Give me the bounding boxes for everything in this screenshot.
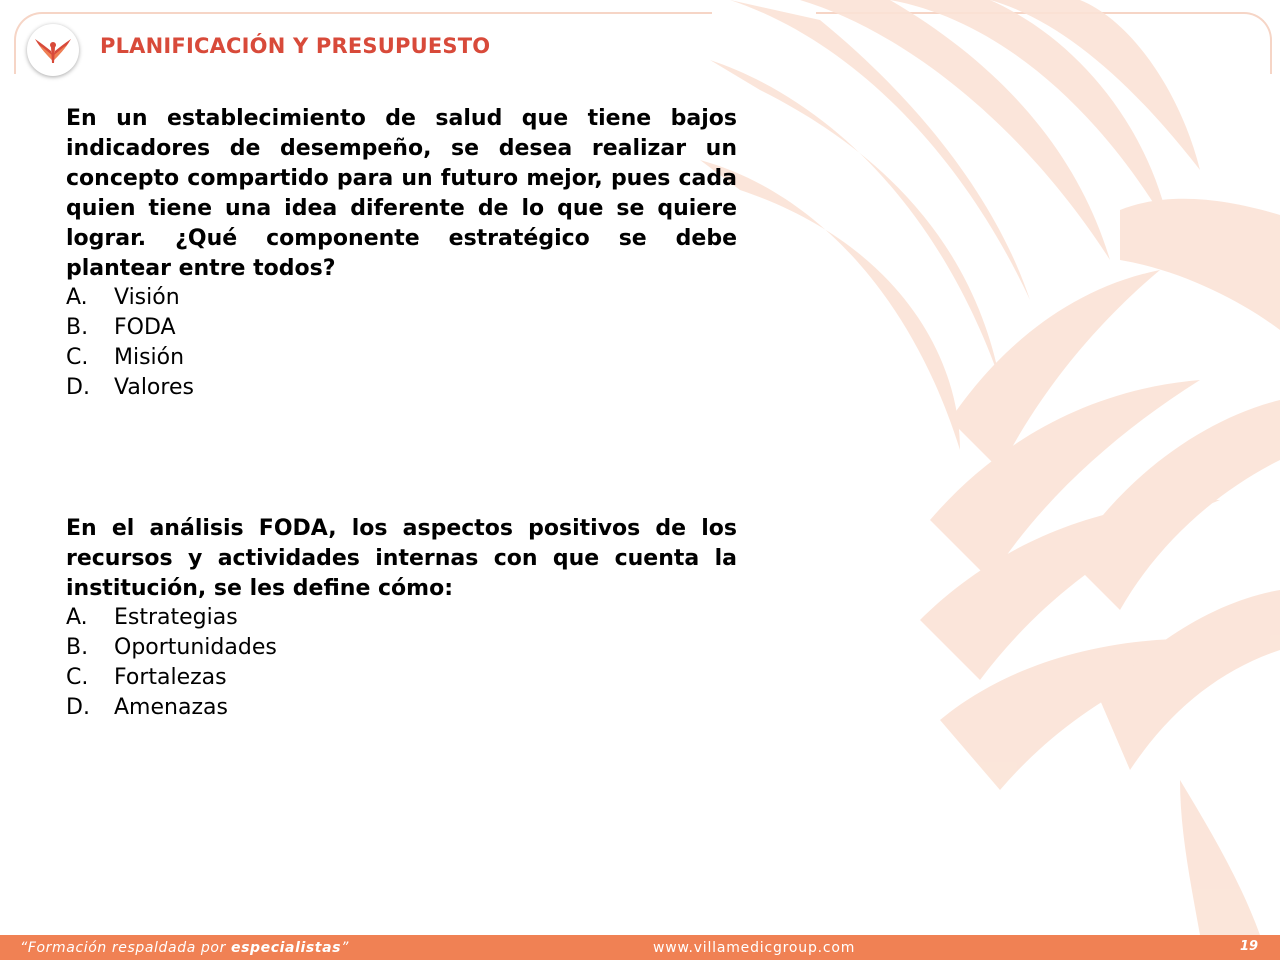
option-letter: D. bbox=[66, 695, 90, 720]
question-2-options bbox=[66, 603, 277, 723]
option-letter: A. bbox=[66, 285, 88, 310]
option-text: Oportunidades bbox=[114, 635, 277, 660]
option-text: Estrategias bbox=[114, 605, 238, 630]
footer-bar bbox=[0, 935, 1280, 960]
option-letter: B. bbox=[66, 315, 89, 340]
question-1-text: En un establecimiento de salud que tiene bajos indicadores de desempeño, se desea realizar un concepto compartido para un futuro mejor, pues cada quien tiene una idea diferente de lo que se quiere lograr. ¿Qué componente estratégico se debe plantear entre todos? bbox=[66, 106, 737, 281]
option-text: Fortalezas bbox=[114, 665, 227, 690]
option-letter: D. bbox=[66, 375, 90, 400]
slogan-suffix: ” bbox=[341, 940, 349, 956]
website-link[interactable]: www.villamedicgroup.com bbox=[653, 940, 856, 956]
option-text: Misión bbox=[114, 345, 185, 370]
phoenix-logo-icon bbox=[27, 24, 79, 76]
option-a bbox=[66, 283, 194, 313]
option-letter: C. bbox=[66, 665, 89, 690]
option-b bbox=[66, 633, 277, 663]
page-title: PLANIFICACIÓN Y PRESUPUESTO bbox=[100, 34, 491, 58]
option-letter: C. bbox=[66, 345, 89, 370]
option-c bbox=[66, 663, 277, 693]
option-letter: A. bbox=[66, 605, 88, 630]
option-text: Visión bbox=[114, 285, 180, 310]
option-d bbox=[66, 373, 194, 403]
slogan-bold: especialistas bbox=[230, 940, 342, 956]
question-2-text: En el análisis FODA, los aspectos positivos de los recursos y actividades internas con que cuenta la institución, se les define cómo: bbox=[66, 516, 737, 601]
option-text: Amenazas bbox=[114, 695, 228, 720]
footer-slogan bbox=[20, 940, 349, 956]
option-text: FODA bbox=[114, 315, 176, 340]
option-c bbox=[66, 343, 194, 373]
slogan-prefix: “Formación respaldada por bbox=[20, 940, 231, 956]
option-a bbox=[66, 603, 277, 633]
option-letter: B. bbox=[66, 635, 89, 660]
question-1-options bbox=[66, 283, 194, 403]
phoenix-watermark bbox=[700, 0, 1280, 935]
option-b bbox=[66, 313, 194, 343]
option-d bbox=[66, 693, 277, 723]
option-text: Valores bbox=[114, 375, 194, 400]
page-number: 19 bbox=[1240, 939, 1259, 954]
